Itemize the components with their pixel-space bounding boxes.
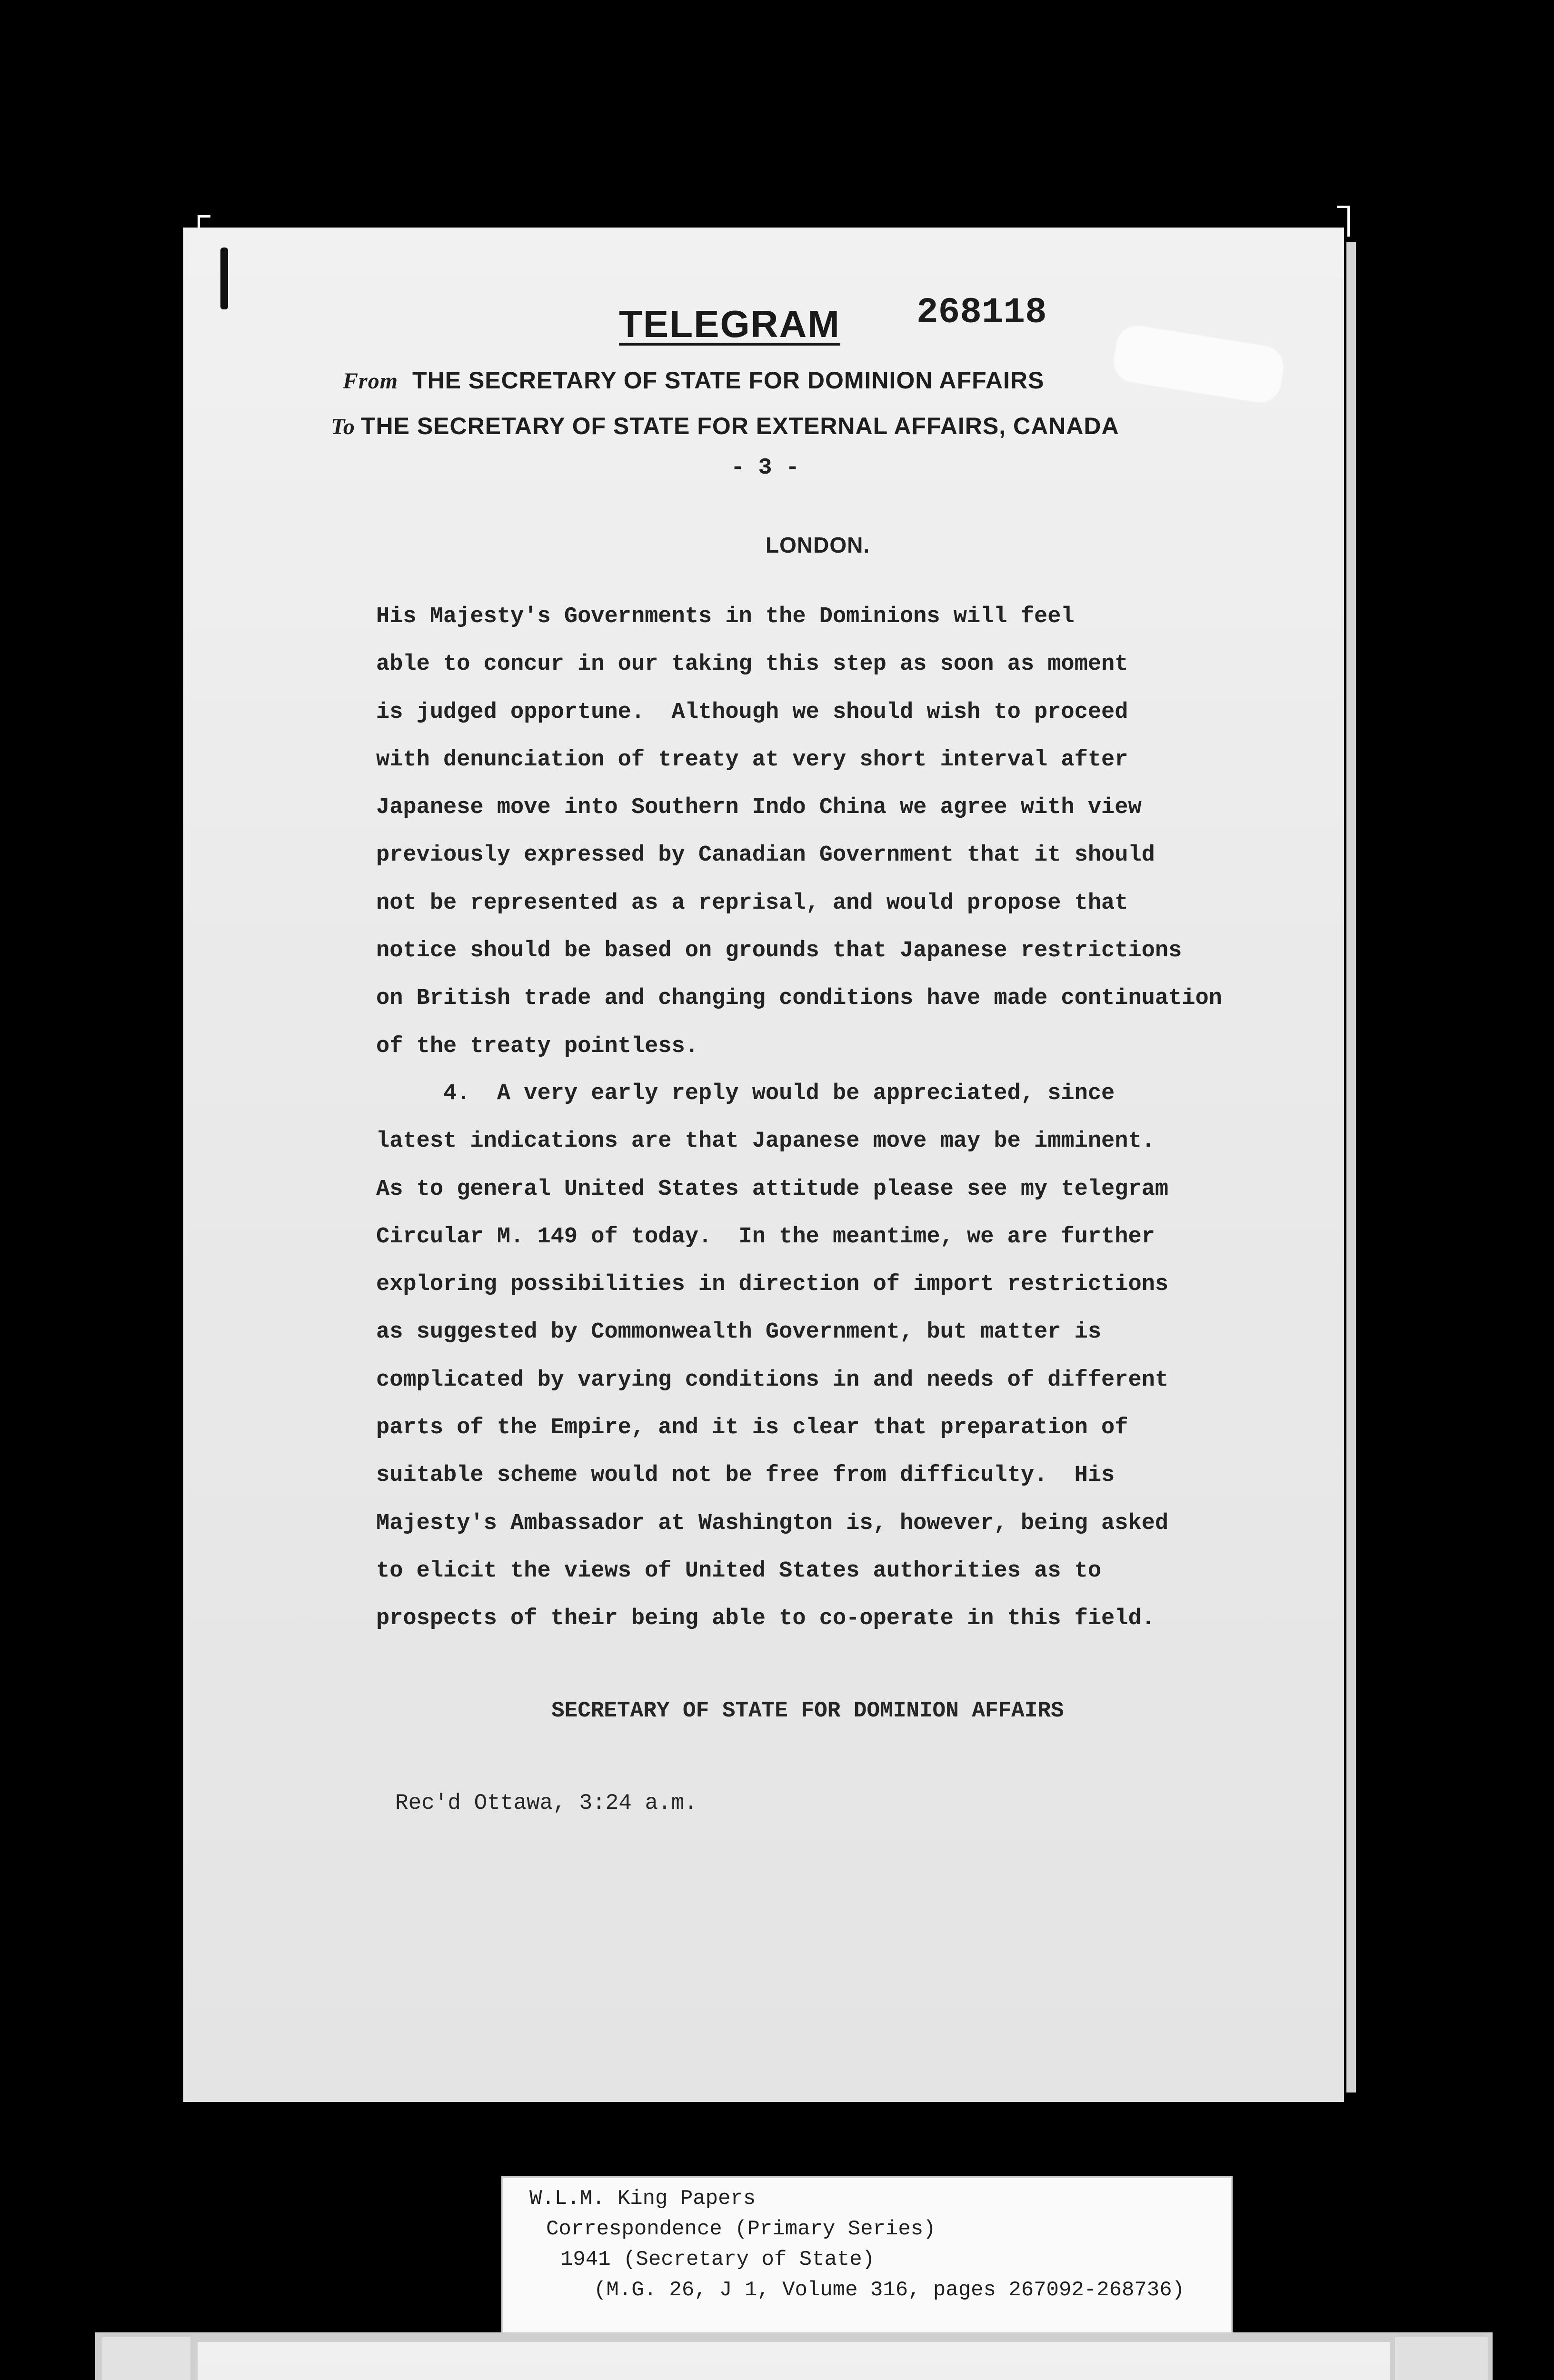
label-line-3: 1941 (Secretary of State) — [560, 2248, 875, 2271]
telegram-number: 268118 — [916, 292, 1047, 333]
card-strip-left — [102, 2337, 190, 2380]
to-label: To — [331, 414, 355, 439]
sheet-edge — [1346, 242, 1356, 2092]
from-value: THE SECRETARY OF STATE FOR DOMINION AFFAIRS — [412, 367, 1045, 394]
to-value: THE SECRETARY OF STATE FOR EXTERNAL AFFAIRS, CANADA — [360, 413, 1119, 439]
archive-reference-label — [503, 2178, 1231, 2335]
from-label: From — [343, 368, 398, 394]
label-line-2: Correspondence (Primary Series) — [546, 2217, 936, 2241]
telegram-title: TELEGRAM — [619, 303, 840, 345]
paragraph-2: 4. A very early reply would be appreciated, since latest indications are that Japanese move may be imminent. As to general United States attitude please see my telegram Circular M. 149 of today. In the meantime, we are further exploring possibilities in direction of import restrictions as suggested by Commonwealth Government, but matter is complicated by varying conditions in and needs of different parts of the Empire, and it is clear that preparation of suitable scheme would not be free from difficulty. His Majesty's Ambassador at Washington is, however, being asked to elicit the views of United States authorities as to prospects of their being able to co-operate in this field. — [376, 1081, 1169, 1632]
archives-card — [198, 2342, 1390, 2380]
signature: SECRETARY OF STATE FOR DOMINION AFFAIRS — [551, 1698, 1064, 1723]
paragraph-1: His Majesty's Governments in the Dominions will feel able to concur in our taking this step as soon as moment is judged opportune. Although we should wish to proceed with denunciation of treaty at very short interval after Japanese move into Southern Indo China we agree with view previously expressed by Canadian Government that it should not be represented as a reprisal, and would propose that notice should be based on grounds that Japanese restrictions on British trade and changing conditions have made continuation of the treaty pointless. — [376, 604, 1222, 1059]
page-number: - 3 - — [731, 455, 800, 481]
binder-mark — [220, 248, 228, 309]
card-strip-right — [1395, 2337, 1488, 2380]
label-line-1: W.L.M. King Papers — [529, 2187, 756, 2211]
to-line — [331, 412, 1119, 440]
place-of-origin: LONDON. — [766, 533, 870, 557]
received-note: Rec'd Ottawa, 3:24 a.m. — [395, 1791, 697, 1815]
from-line — [343, 367, 1044, 394]
label-line-4: (M.G. 26, J 1, Volume 316, pages 267092-268736) — [594, 2278, 1185, 2302]
